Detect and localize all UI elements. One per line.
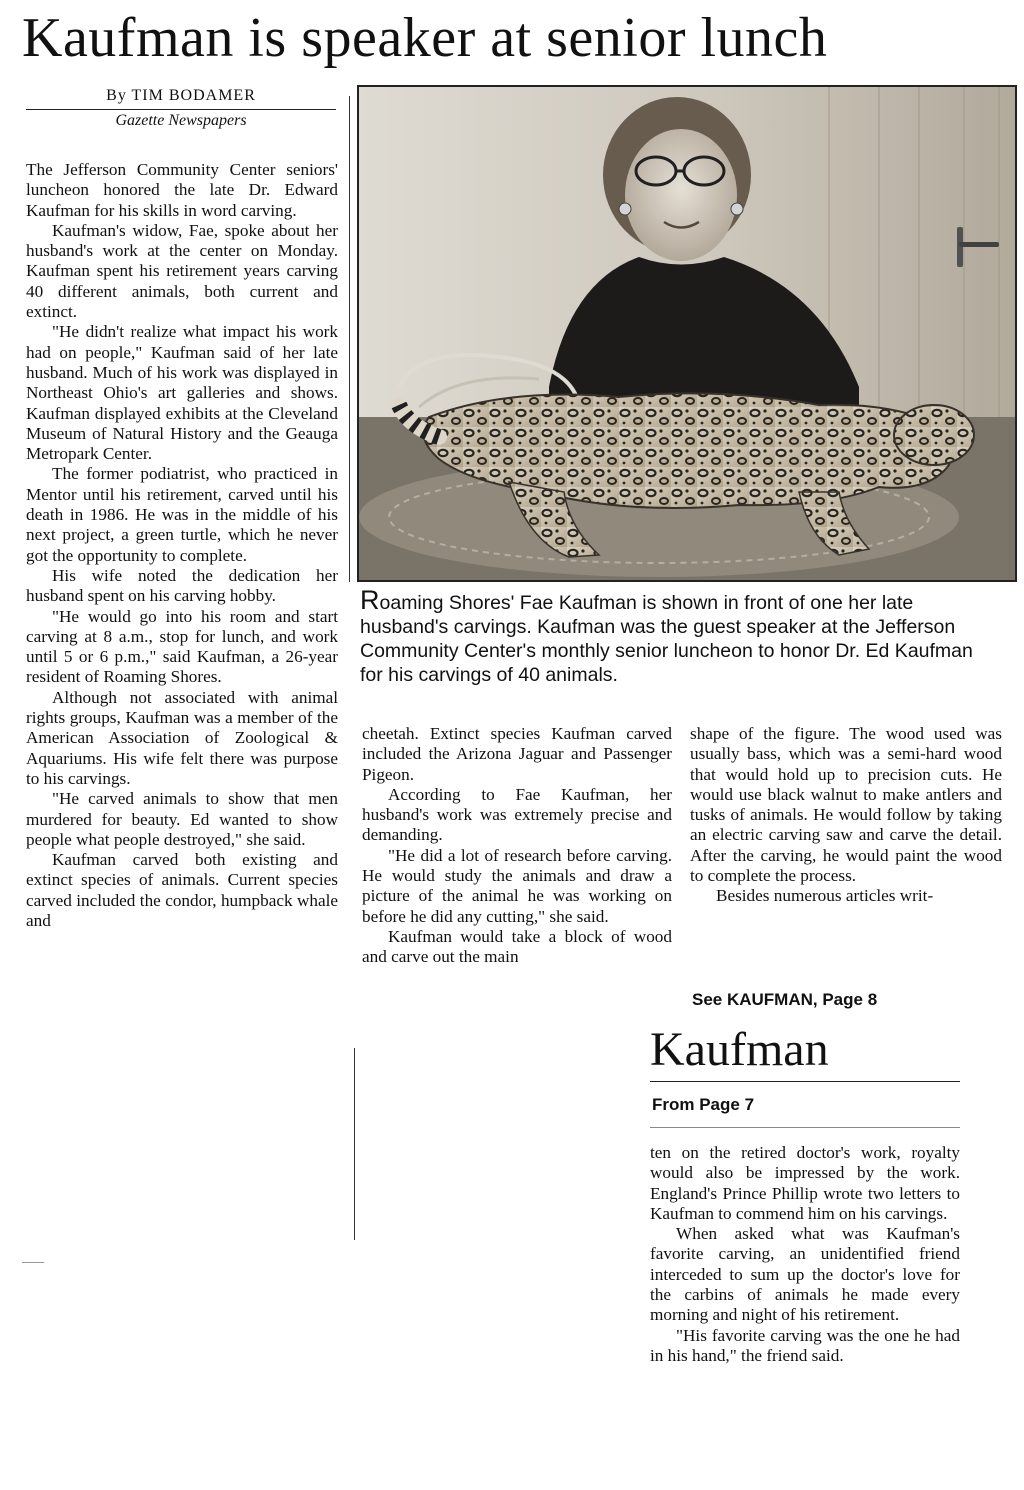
- byline-block: [26, 86, 336, 131]
- paragraph: shape of the figure. The wood used was usually bass, which was a semi-hard wood that would hold up to precision cuts. He would use black walnut to make antlers and tusks of animals. He would follow by taking an electric carving saw and carve the detail. After the carving, he would paint the wood to complete the process.: [690, 724, 1002, 886]
- paragraph: Besides numerous articles writ-: [716, 886, 934, 906]
- paragraph: "He would go into his room and start carving at 8 a.m., stop for lunch, and work until 5 or 6 p.m.," said Kaufman, a 26-year resident of Roaming Shores.: [26, 606, 338, 687]
- article-column-1: [26, 160, 338, 931]
- photo-caption: [360, 585, 1000, 687]
- column-divider: [354, 1048, 355, 1240]
- paragraph: His wife noted the dedication her husband spent on his carving hobby.: [26, 565, 338, 606]
- paragraph: According to Fae Kaufman, her husband's work was extremely precise and demanding.: [362, 784, 672, 845]
- paragraph: The former podiatrist, who practiced in Mentor until his retirement, carved until his death in 1986. He was in the middle of his next project, a green turtle, which he never got the opportunity to complete.: [26, 464, 338, 565]
- paragraph: Kaufman would take a block of wood and carve out the main: [362, 926, 672, 967]
- paragraph: "He did a lot of research before carving. He would study the animals and draw a picture of the animal he was working on before he did any cutting," she said.: [362, 845, 672, 926]
- caption-drop-letter: R: [360, 585, 380, 615]
- article-column-2: [362, 724, 672, 968]
- continuation-column: [650, 1143, 960, 1366]
- paragraph: ten on the retired doctor's work, royalty would also be impressed by the work. England's Prince Phillip wrote two letters to Kaufman to commend him on his carvings.: [650, 1143, 960, 1223]
- news-photo: [357, 85, 1017, 582]
- caption-text: oaming Shores' Fae Kaufman is shown in front of one her late husband's carvings. Kaufman was the guest speaker at the Jefferson Community Center's monthly senior luncheon to honor Dr. Ed Kaufman for his carvings of 40 animals.: [360, 592, 973, 686]
- jump-reference: See KAUFMAN, Page 8: [692, 990, 878, 1009]
- byline-rule: [26, 109, 336, 110]
- paragraph: cheetah. Extinct species Kaufman carved included the Arizona Jaguar and Passenger Pigeon.: [362, 724, 672, 784]
- photo-woman-with-leopard-carving: [359, 87, 1015, 580]
- continuation-from-label: From Page 7: [652, 1095, 755, 1114]
- continuation-title: Kaufman: [650, 1023, 829, 1076]
- column-divider: [349, 96, 350, 582]
- paragraph: "He carved animals to show that men murdered for beauty. Ed wanted to show people what people destroyed," she said.: [26, 789, 338, 849]
- paragraph: Kaufman carved both existing and extinct species of animals. Current species carved included the condor, humpback whale and: [26, 850, 338, 930]
- article-column-3: [690, 724, 1002, 907]
- print-mark: [22, 1262, 44, 1263]
- byline: By TIM BODAMER: [106, 87, 256, 104]
- headline: Kaufman is speaker at senior lunch: [22, 7, 828, 69]
- continuation-rule-lower: [650, 1127, 960, 1128]
- continuation-rule: [650, 1081, 960, 1082]
- paragraph: "His favorite carving was the one he had in his hand," the friend said.: [650, 1325, 960, 1365]
- paragraph: The Jefferson Community Center seniors' luncheon honored the late Dr. Edward Kaufman for his skills in word carving.: [26, 160, 338, 220]
- paragraph: "He didn't realize what impact his work had on people," Kaufman said of her late husband. Much of his work was displayed in Northeast Ohio's art galleries and shows. Kaufman displayed exhibits at the Cleveland Museum of Natural History and the Geauga Metropark Center.: [26, 322, 338, 464]
- paragraph: When asked what was Kaufman's favorite carving, an unidentified friend interceded to sum up the doctor's love for the carbins of animals he made every morning and night of his retirement.: [650, 1224, 960, 1325]
- publication-credit: Gazette Newspapers: [115, 112, 247, 129]
- paragraph: Kaufman's widow, Fae, spoke about her husband's work at the center on Monday. Kaufman spent his retirement years carving 40 different animals, both current and extinct.: [26, 220, 338, 322]
- paragraph: Although not associated with animal rights groups, Kaufman was a member of the American Association of Zoological & Aquariums. His wife felt there was purpose to his carvings.: [26, 687, 338, 788]
